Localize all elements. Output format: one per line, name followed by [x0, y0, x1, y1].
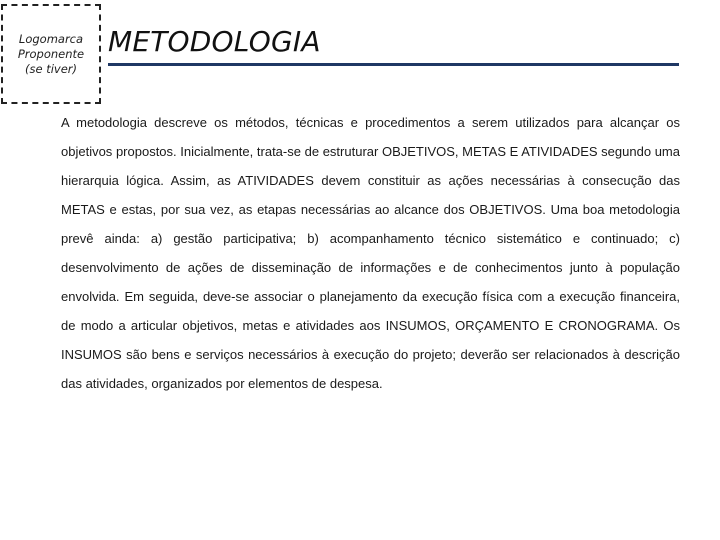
logo-placeholder: [1, 4, 101, 104]
logo-placeholder-text: Logomarca Proponente (se tiver): [17, 31, 85, 76]
methodology-paragraph: A metodologia descreve os métodos, técnicas e procedimentos a serem utilizados para alcançar os objetivos propostos. Inicialmente, trata-se de estruturar OBJETIVOS, METAS E ATIVIDADES segundo uma hierarquia lógica. Assim, as ATIVIDADES devem constituir as ações necessárias à consecução das METAS e estas, por sua vez, as etapas necessárias ao alcance dos OBJETIVOS. Uma boa metodologia prevê ainda: a) gestão participativa; b) acompanhamento técnico sistemático e continuado; c) desenvolvimento de ações de disseminação de informações e de conhecimentos junto à população envolvida. Em seguida, deve-se associar o planejamento da execução física com a execução financeira, de modo a articular objetivos, metas e atividades aos INSUMOS, ORÇAMENTO E CRONOGRAMA. Os INSUMOS são bens e serviços necessários à execução do projeto; deverão ser relacionados à descrição das atividades, organizados por elementos de despesa.: [61, 115, 680, 391]
page-title: METODOLOGIA: [108, 25, 321, 58]
title-underline: [108, 63, 679, 66]
